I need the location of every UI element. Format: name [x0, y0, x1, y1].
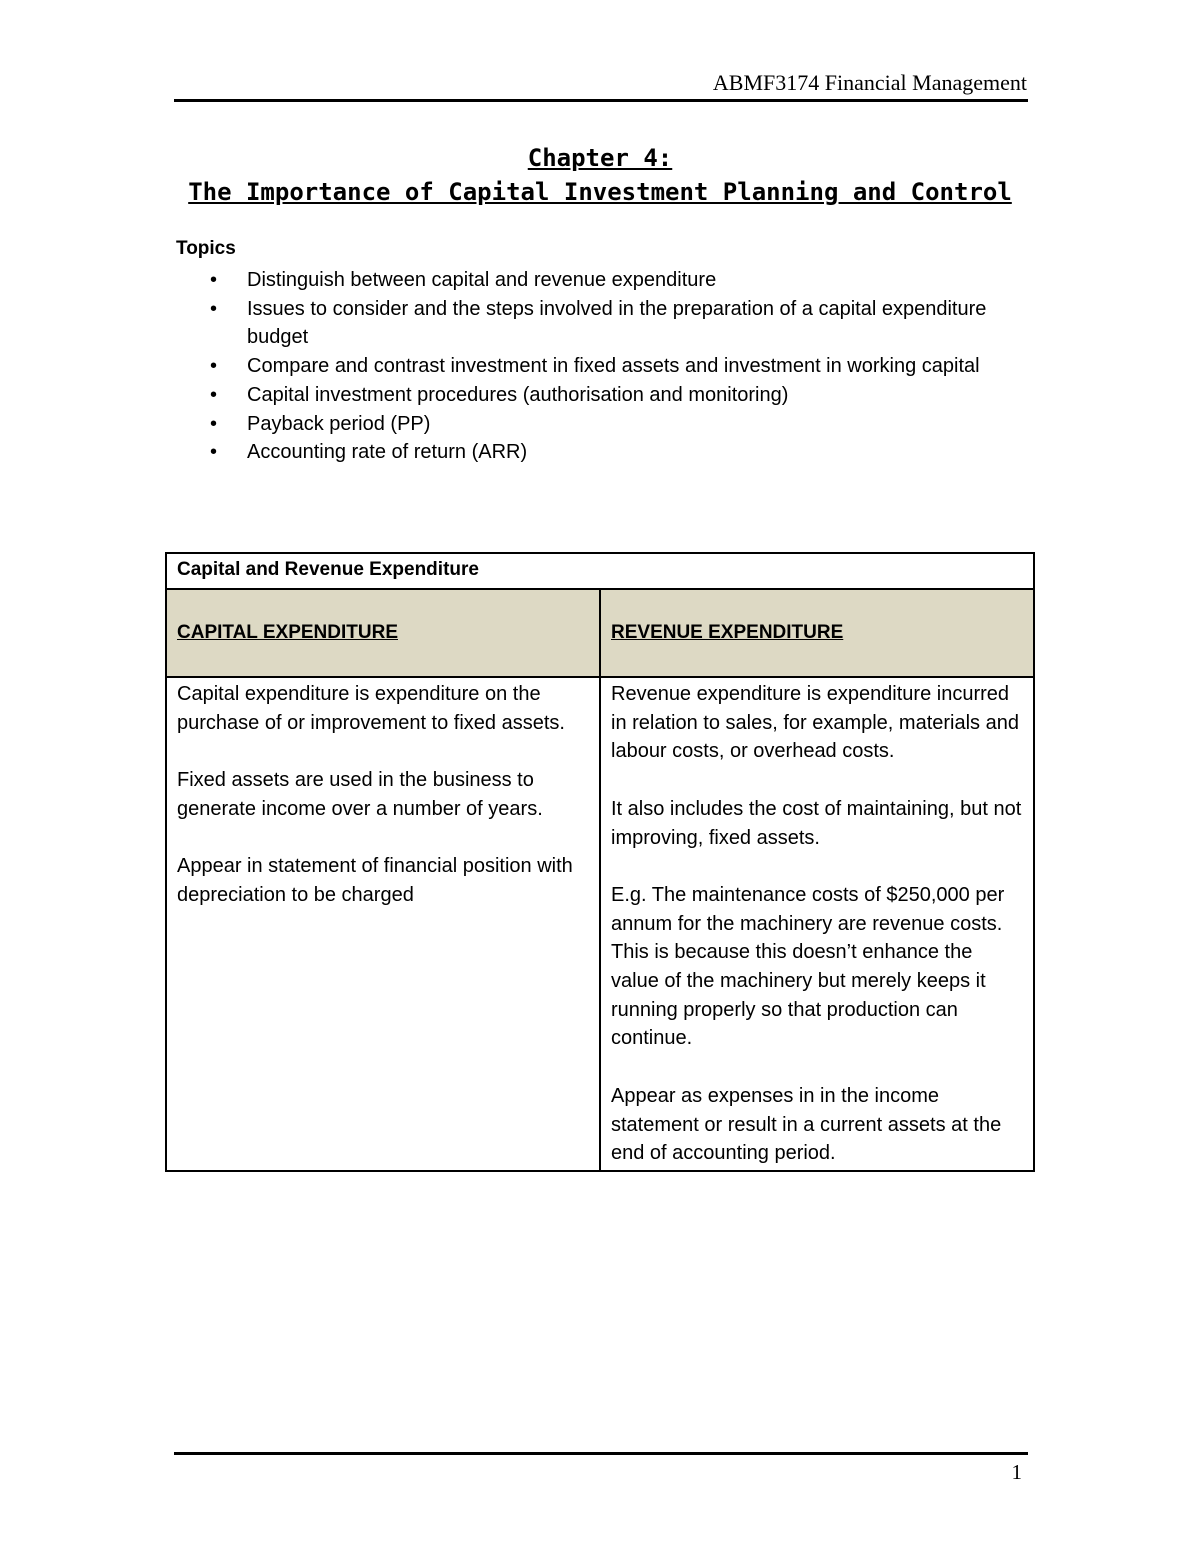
list-item — [176, 438, 996, 467]
capital-paragraph: Fixed assets are used in the business to generate income over a number of years. — [177, 769, 543, 820]
table-title-row — [166, 553, 1034, 589]
revenue-paragraph: Revenue expenditure is expenditure incurred in relation to sales, for example, materials and labour costs, or overhead costs. — [611, 683, 1019, 763]
topic-text: Compare and contrast investment in fixed assets and investment in working capital — [247, 355, 980, 378]
capital-paragraph: Appear in statement of financial position with depreciation to be charged — [177, 855, 573, 906]
capital-expenditure-heading: CAPITAL EXPENDITURE — [166, 589, 600, 677]
topic-list — [176, 266, 996, 467]
revenue-expenditure-cell — [600, 677, 1034, 1171]
list-item — [176, 410, 996, 439]
list-item — [176, 381, 996, 410]
revenue-paragraph: It also includes the cost of maintaining, but not improving, fixed assets. — [611, 797, 1022, 849]
topic-text: Payback period (PP) — [247, 412, 431, 435]
table-row — [166, 677, 1034, 1171]
header-rule — [174, 99, 1028, 102]
revenue-paragraph: E.g. The maintenance costs of $250,000 per annum for the machinery are revenue costs. This is because this doesn’t enhance the value of the machinery but merely keeps it running properly so that production can continue. — [611, 883, 1005, 1050]
topic-text: Issues to consider and the steps involved in the preparation of a capital expenditure budget — [247, 297, 987, 349]
bullet-icon: • — [210, 383, 218, 406]
bullet-icon: • — [210, 297, 218, 320]
list-item — [176, 266, 996, 295]
bullet-icon: • — [210, 269, 218, 291]
topic-text: Distinguish between capital and revenue expenditure — [247, 269, 717, 291]
capital-expenditure-cell — [166, 677, 600, 1171]
capital-paragraph: Capital expenditure is expenditure on the purchase of or improvement to fixed assets. — [177, 683, 565, 734]
topic-text: Accounting rate of return (ARR) — [247, 441, 528, 464]
topics-heading: Topics — [176, 238, 236, 259]
list-item — [176, 295, 996, 352]
bullet-icon: • — [210, 355, 218, 378]
page-number: 1 — [1011, 1460, 1022, 1484]
expenditure-table — [165, 552, 1035, 1172]
bullet-icon: • — [210, 441, 218, 464]
table-header-row — [166, 589, 1034, 677]
chapter-subtitle: The Importance of Capital Investment Planning and Control — [188, 178, 1012, 206]
topic-text: Capital investment procedures (authorisation and monitoring) — [247, 383, 789, 406]
list-item — [176, 352, 996, 381]
revenue-paragraph: Appear as expenses in in the income statement or result in a current assets at the end of accounting period. — [611, 1084, 1002, 1165]
bullet-icon: • — [210, 412, 218, 435]
chapter-title — [174, 141, 1026, 209]
running-header: ABMF3174 Financial Management — [712, 70, 1027, 95]
revenue-expenditure-heading: REVENUE EXPENDITURE — [600, 589, 1034, 677]
footer-rule — [174, 1452, 1028, 1455]
table-title: Capital and Revenue Expenditure — [166, 553, 1034, 589]
chapter-number: Chapter 4: — [527, 144, 673, 172]
